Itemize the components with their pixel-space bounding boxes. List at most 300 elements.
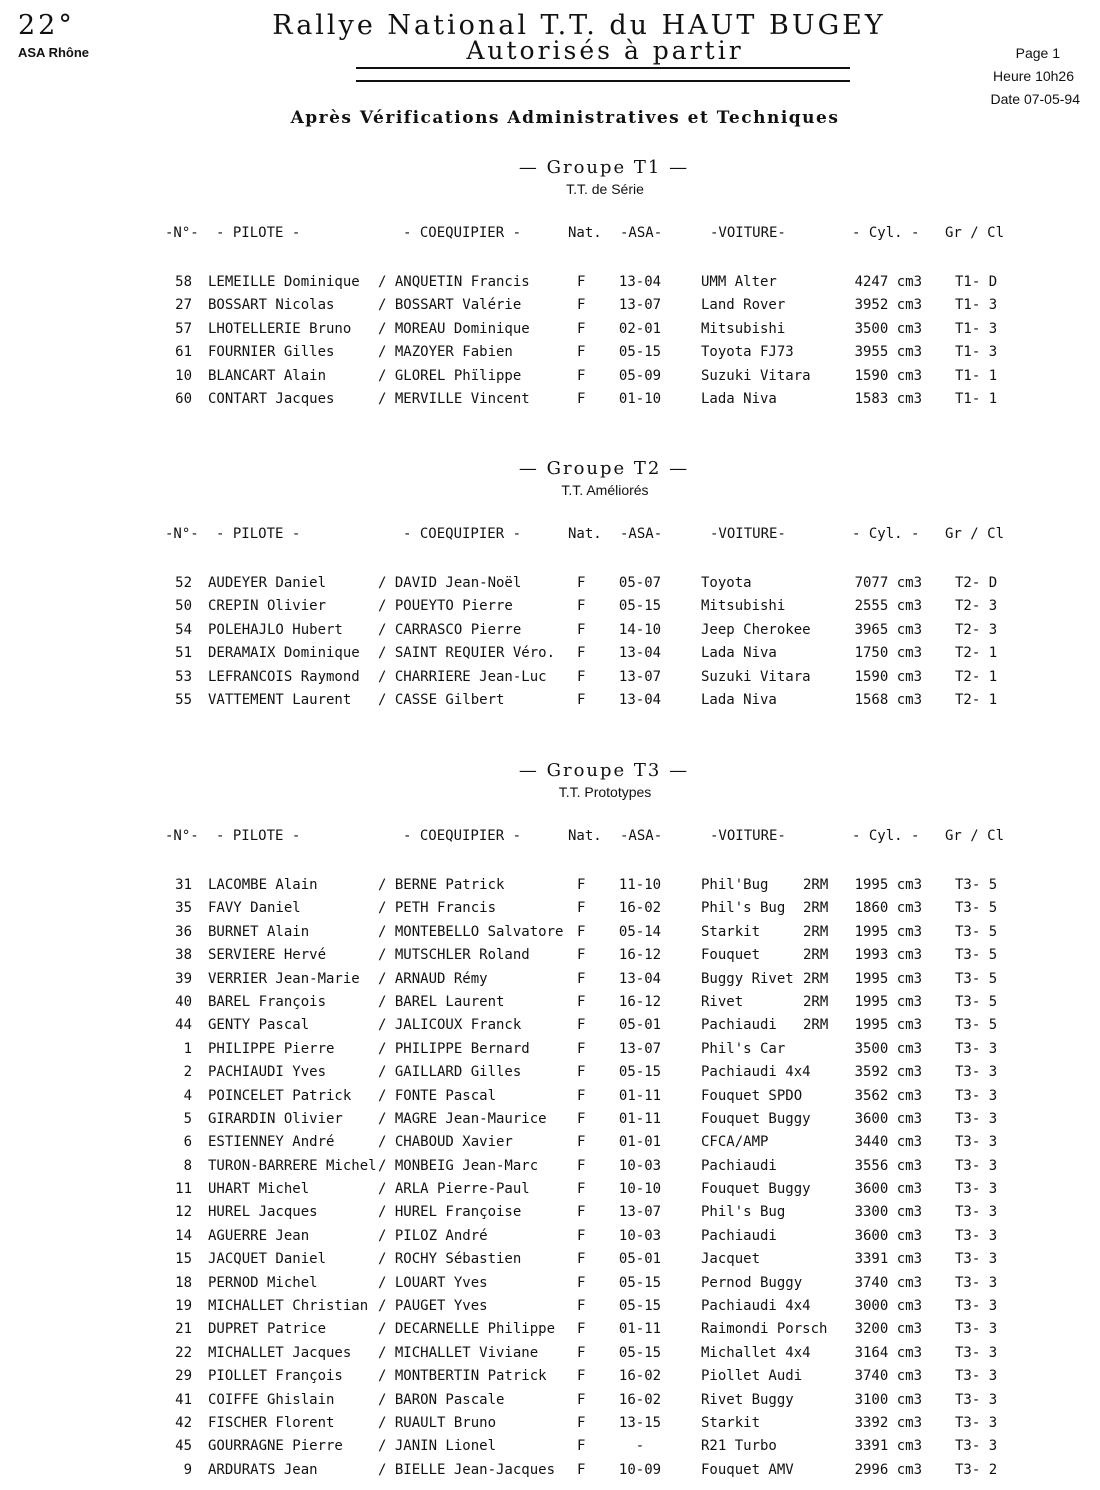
entry-number: 39 <box>175 970 192 987</box>
asa-code: 10-03 <box>618 1227 662 1244</box>
pilot-name: ESTIENNEY André <box>208 1134 335 1151</box>
entry-number: 14 <box>175 1227 192 1244</box>
vehicle: Land Rover <box>701 297 786 314</box>
displacement: 1583 cm3 <box>854 390 922 407</box>
pilot-name: PIOLLET François <box>208 1368 343 1385</box>
table-row <box>0 1178 1100 1201</box>
drive-type: 2RM <box>803 970 829 987</box>
organizer-label: ASA Rhône <box>18 45 90 60</box>
entry-number: 10 <box>175 367 192 384</box>
table-row <box>0 1085 1100 1108</box>
nationality: F <box>577 1298 586 1315</box>
table-row <box>0 365 1100 388</box>
asa-code: 10-10 <box>618 1181 662 1198</box>
pilot-name: LEFRANCOIS Raymond <box>208 668 360 685</box>
nationality: F <box>577 274 586 290</box>
nationality: F <box>577 1368 586 1385</box>
group-class: T2- D <box>955 575 998 591</box>
displacement: 1993 cm3 <box>854 947 922 964</box>
codriver-name: / MOREAU Dominique <box>378 320 530 337</box>
col-vehicle-header: -VOITURE- <box>710 828 786 844</box>
codriver-name: / BAREL Laurent <box>378 993 505 1010</box>
entry-number: 57 <box>175 320 192 337</box>
nationality: F <box>577 900 586 917</box>
nationality: F <box>577 1134 586 1151</box>
entry-number: 2 <box>183 1064 192 1081</box>
col-codriver-header: - COEQUIPIER - <box>403 526 522 542</box>
codriver-name: / JALICOUX Franck <box>378 1017 522 1034</box>
table-row <box>0 1435 1100 1458</box>
vehicle: Lada Niva <box>701 691 777 708</box>
date-stamp: Date 07-05-94 <box>990 91 1080 107</box>
section-heading: Après Vérifications Administratives et Techniques <box>290 108 840 128</box>
codriver-name: / SAINT REQUIER Véro. <box>378 645 556 662</box>
group-class: T3- 3 <box>955 1321 998 1338</box>
table-row <box>0 1272 1100 1295</box>
displacement: 4247 cm3 <box>854 274 922 290</box>
vehicle: Fouquet <box>701 947 761 964</box>
vehicle: Mitsubishi <box>701 598 786 615</box>
table-row <box>0 1295 1100 1318</box>
displacement: 3500 cm3 <box>854 320 922 337</box>
vehicle: Michallet 4x4 <box>701 1344 811 1361</box>
nationality: F <box>577 390 586 407</box>
nationality: F <box>577 947 586 964</box>
entry-number: 53 <box>175 668 192 685</box>
asa-code: 05-15 <box>618 1064 662 1081</box>
table-row <box>0 1014 1100 1037</box>
codriver-name: / DAVID Jean-Noël <box>378 575 522 591</box>
nationality: F <box>577 1438 586 1455</box>
group-class: T3- 5 <box>955 947 998 964</box>
table-row <box>0 666 1100 689</box>
entry-number: 40 <box>175 993 192 1010</box>
group-class: T3- 3 <box>955 1391 998 1408</box>
asa-code: 13-07 <box>618 1040 662 1057</box>
pilot-name: DUPRET Patrice <box>208 1321 327 1338</box>
entry-number: 22 <box>175 1344 192 1361</box>
displacement: 3391 cm3 <box>854 1251 922 1268</box>
displacement: 3600 cm3 <box>854 1110 922 1127</box>
table-row <box>0 1108 1100 1131</box>
entry-number: 9 <box>183 1461 192 1478</box>
codriver-name: / RUAULT Bruno <box>378 1414 497 1431</box>
asa-code: 16-12 <box>618 947 662 964</box>
asa-code: 13-04 <box>618 645 662 662</box>
entry-number: 38 <box>175 947 192 964</box>
table-row <box>0 341 1100 364</box>
title-underline <box>356 67 850 82</box>
group-class: T3- 5 <box>955 923 998 940</box>
codriver-name: / PAUGET Yves <box>378 1298 488 1315</box>
drive-type: 2RM <box>803 1017 829 1034</box>
vehicle: Piollet Audi <box>701 1368 803 1385</box>
table-row <box>0 921 1100 944</box>
entry-number: 50 <box>175 598 192 615</box>
asa-code: - <box>635 1438 645 1455</box>
asa-code: 01-11 <box>618 1321 662 1338</box>
asa-code: 01-01 <box>618 1134 662 1151</box>
pilot-name: LHOTELLERIE Bruno <box>208 320 352 337</box>
col-pilot-header: - PILOTE - <box>216 526 301 542</box>
rally-title: Rallye National T.T. du HAUT BUGEY <box>272 10 886 41</box>
table-row <box>0 1459 1100 1482</box>
group-class: T3- 3 <box>955 1251 998 1268</box>
entry-number: 5 <box>183 1110 192 1127</box>
column-header-row <box>0 526 1100 548</box>
col-asa-header: -ASA- <box>620 526 663 542</box>
asa-code: 05-15 <box>618 1344 662 1361</box>
displacement: 1995 cm3 <box>854 923 922 940</box>
pilot-name: MICHALLET Jacques <box>208 1344 352 1361</box>
asa-code: 13-15 <box>618 1414 662 1431</box>
codriver-name: / POUEYTO Pierre <box>378 598 513 615</box>
asa-code: 02-01 <box>618 320 662 337</box>
group-class: T1- 3 <box>955 297 998 314</box>
pilot-name: PHILIPPE Pierre <box>208 1040 335 1057</box>
group-class: T3- 5 <box>955 970 998 987</box>
col-displacement-header: - Cyl. - <box>852 828 920 844</box>
nationality: F <box>577 1274 586 1291</box>
table-row <box>0 318 1100 341</box>
pilot-name: SERVIERE Hervé <box>208 947 327 964</box>
entry-number: 15 <box>175 1251 192 1268</box>
nationality: F <box>577 575 586 591</box>
nationality: F <box>577 970 586 987</box>
codriver-name: / CARRASCO Pierre <box>378 621 522 638</box>
col-nationality-header: Nat. <box>568 225 602 241</box>
codriver-name: / DECARNELLE Philippe <box>378 1321 556 1338</box>
displacement: 3391 cm3 <box>854 1438 922 1455</box>
table-row <box>0 1131 1100 1154</box>
vehicle: Mitsubishi <box>701 320 786 337</box>
codriver-name: / GLOREL Phïlippe <box>378 367 522 384</box>
pilot-name: FAVY Daniel <box>208 900 301 917</box>
nationality: F <box>577 1110 586 1127</box>
codriver-name: / MERVILLE Vincent <box>378 390 530 407</box>
pilot-name: POINCELET Patrick <box>208 1087 352 1104</box>
asa-code: 05-09 <box>618 367 662 384</box>
document-subtitle: Autorisés à partir <box>466 36 744 65</box>
displacement: 1590 cm3 <box>854 668 922 685</box>
group-class: T3- 3 <box>955 1414 998 1431</box>
edition-number: 22° <box>18 10 75 41</box>
displacement: 3500 cm3 <box>854 1040 922 1057</box>
entry-number: 4 <box>183 1087 192 1104</box>
displacement: 1995 cm3 <box>854 970 922 987</box>
vehicle: Pachiaudi <box>701 1227 777 1244</box>
asa-code: 13-07 <box>618 1204 662 1221</box>
asa-code: 01-11 <box>618 1110 662 1127</box>
codriver-name: / BARON Pascale <box>378 1391 505 1408</box>
nationality: F <box>577 1181 586 1198</box>
table-row <box>0 388 1100 411</box>
codriver-name: / MONBEIG Jean-Marc <box>378 1157 539 1174</box>
pilot-name: JACQUET Daniel <box>208 1251 327 1268</box>
displacement: 3200 cm3 <box>854 1321 922 1338</box>
vehicle: Suzuki Vitara <box>701 668 811 685</box>
nationality: F <box>577 297 586 314</box>
group-class: T1- 1 <box>955 367 998 384</box>
nationality: F <box>577 668 586 685</box>
nationality: F <box>577 1461 586 1478</box>
displacement: 3164 cm3 <box>854 1344 922 1361</box>
entry-number: 21 <box>175 1321 192 1338</box>
col-vehicle-header: -VOITURE- <box>710 526 786 542</box>
vehicle: Pachiaudi 4x4 <box>701 1064 811 1081</box>
codriver-name: / MONTEBELLO Salvatore <box>378 923 564 940</box>
document-meta <box>990 42 1080 111</box>
group-title: — Groupe T3 — <box>518 760 690 781</box>
displacement: 3000 cm3 <box>854 1298 922 1315</box>
codriver-name: / LOUART Yves <box>378 1274 488 1291</box>
entry-number: 44 <box>175 1017 192 1034</box>
page-number: Page 1 <box>1015 45 1060 61</box>
nationality: F <box>577 1414 586 1431</box>
displacement: 3600 cm3 <box>854 1227 922 1244</box>
table-row <box>0 1318 1100 1341</box>
nationality: F <box>577 1064 586 1081</box>
codriver-name: / ARLA Pierre-Paul <box>378 1181 530 1198</box>
nationality: F <box>577 1017 586 1034</box>
group-subtitle: T.T. de Série <box>566 181 644 197</box>
codriver-name: / JANIN Lionel <box>378 1438 497 1455</box>
entry-number: 11 <box>175 1181 192 1198</box>
group-class: T2- 3 <box>955 621 998 638</box>
group-title: — Groupe T2 — <box>518 458 690 479</box>
entry-number: 42 <box>175 1414 192 1431</box>
group-class: T3- 3 <box>955 1227 998 1244</box>
pilot-name: GOURRAGNE Pierre <box>208 1438 343 1455</box>
displacement: 2555 cm3 <box>854 598 922 615</box>
group-class: T3- 5 <box>955 993 998 1010</box>
displacement: 1995 cm3 <box>854 1017 922 1034</box>
col-asa-header: -ASA- <box>620 828 663 844</box>
table-row <box>0 1389 1100 1412</box>
table-row <box>0 1201 1100 1224</box>
group-subtitle: T.T. Prototypes <box>558 784 652 800</box>
group-class: T3- 3 <box>955 1064 998 1081</box>
table-row <box>0 1225 1100 1248</box>
codriver-name: / BERNE Patrick <box>378 877 505 893</box>
col-number-header: -N°- <box>165 828 199 844</box>
pilot-name: CONTART Jacques <box>208 390 335 407</box>
entry-number: 36 <box>175 923 192 940</box>
codriver-name: / PILOZ André <box>378 1227 488 1244</box>
group-class: T3- 5 <box>955 877 998 893</box>
nationality: F <box>577 1204 586 1221</box>
pilot-name: AUDEYER Daniel <box>208 575 327 591</box>
group-class: T3- 3 <box>955 1040 998 1057</box>
nationality: F <box>577 993 586 1010</box>
displacement: 1995 cm3 <box>854 993 922 1010</box>
vehicle: Phil's Bug <box>701 1204 786 1221</box>
entry-number: 41 <box>175 1391 192 1408</box>
table-row <box>0 944 1100 967</box>
asa-code: 10-09 <box>618 1461 662 1478</box>
codriver-name: / MONTBERTIN Patrick <box>378 1368 547 1385</box>
asa-code: 11-10 <box>618 877 662 893</box>
col-codriver-header: - COEQUIPIER - <box>403 828 522 844</box>
vehicle: Pernod Buggy <box>701 1274 803 1291</box>
vehicle: Fouquet Buggy <box>701 1181 811 1198</box>
group-class: T3- 3 <box>955 1087 998 1104</box>
codriver-name: / MICHALLET Viviane <box>378 1344 539 1361</box>
asa-code: 16-02 <box>618 900 662 917</box>
vehicle: Jacquet <box>701 1251 761 1268</box>
table-row <box>0 595 1100 618</box>
col-nationality-header: Nat. <box>568 526 602 542</box>
entry-number: 1 <box>183 1040 192 1057</box>
col-vehicle-header: -VOITURE- <box>710 225 786 241</box>
pilot-name: FOURNIER Gilles <box>208 344 335 361</box>
nationality: F <box>577 1321 586 1338</box>
entry-number: 8 <box>183 1157 192 1174</box>
nationality: F <box>577 691 586 708</box>
pilot-name: PERNOD Michel <box>208 1274 318 1291</box>
col-displacement-header: - Cyl. - <box>852 225 920 241</box>
entries-table <box>0 572 1100 712</box>
codriver-name: / GAILLARD Gilles <box>378 1064 522 1081</box>
displacement: 2996 cm3 <box>854 1461 922 1478</box>
group-subtitle: T.T. Améliorés <box>561 482 649 498</box>
entry-number: 45 <box>175 1438 192 1455</box>
pilot-name: FISCHER Florent <box>208 1414 335 1431</box>
nationality: F <box>577 621 586 638</box>
nationality: F <box>577 1227 586 1244</box>
group-class: T3- 3 <box>955 1298 998 1315</box>
asa-code: 05-07 <box>618 575 662 591</box>
codriver-name: / CHARRIERE Jean-Luc <box>378 668 547 685</box>
drive-type: 2RM <box>803 900 829 917</box>
vehicle: Toyota <box>701 575 752 591</box>
displacement: 3392 cm3 <box>854 1414 922 1431</box>
asa-code: 05-14 <box>618 923 662 940</box>
pilot-name: BURNET Alain <box>208 923 310 940</box>
pilot-name: BAREL François <box>208 993 327 1010</box>
pilot-name: POLEHAJLO Hubert <box>208 621 343 638</box>
pilot-name: VERRIER Jean-Marie <box>208 970 360 987</box>
displacement: 1860 cm3 <box>854 900 922 917</box>
asa-code: 16-02 <box>618 1391 662 1408</box>
nationality: F <box>577 1040 586 1057</box>
group-class: T3- 5 <box>955 900 998 917</box>
displacement: 3556 cm3 <box>854 1157 922 1174</box>
asa-code: 13-04 <box>618 691 662 708</box>
table-row <box>0 1038 1100 1061</box>
group-class: T2- 3 <box>955 598 998 615</box>
nationality: F <box>577 598 586 615</box>
asa-code: 16-02 <box>618 1368 662 1385</box>
pilot-name: HUREL Jacques <box>208 1204 318 1221</box>
displacement: 1995 cm3 <box>854 877 922 893</box>
asa-code: 10-03 <box>618 1157 662 1174</box>
vehicle: CFCA/AMP <box>701 1134 769 1151</box>
codriver-name: / FONTE Pascal <box>378 1087 497 1104</box>
drive-type: 2RM <box>803 993 829 1010</box>
col-class-header: Gr / Cl <box>945 225 1005 241</box>
column-header-row <box>0 225 1100 247</box>
entry-number: 58 <box>175 274 192 290</box>
col-nationality-header: Nat. <box>568 828 602 844</box>
codriver-name: / PETH Francis <box>378 900 497 917</box>
group-class: T3- 3 <box>955 1438 998 1455</box>
table-row <box>0 1365 1100 1388</box>
codriver-name: / BIELLE Jean-Jacques <box>378 1461 556 1478</box>
codriver-name: / MAZOYER Fabien <box>378 344 513 361</box>
entry-number: 54 <box>175 621 192 638</box>
asa-code: 05-15 <box>618 1274 662 1291</box>
column-header-row <box>0 828 1100 850</box>
asa-code: 14-10 <box>618 621 662 638</box>
vehicle: Buggy Rivet <box>701 970 794 987</box>
displacement: 7077 cm3 <box>854 575 922 591</box>
displacement: 3740 cm3 <box>854 1274 922 1291</box>
entries-table <box>0 271 1100 411</box>
vehicle: Rivet <box>701 993 744 1010</box>
pilot-name: MICHALLET Christian <box>208 1298 369 1315</box>
pilot-name: GENTY Pascal <box>208 1017 310 1034</box>
asa-code: 13-07 <box>618 668 662 685</box>
table-row <box>0 572 1100 595</box>
entry-number: 51 <box>175 645 192 662</box>
entry-number: 52 <box>175 575 192 591</box>
pilot-name: DERAMAIX Dominique <box>208 645 360 662</box>
displacement: 3440 cm3 <box>854 1134 922 1151</box>
col-number-header: -N°- <box>165 526 199 542</box>
time-stamp: Heure 10h26 <box>993 68 1074 84</box>
col-pilot-header: - PILOTE - <box>216 828 301 844</box>
vehicle: Jeep Cherokee <box>701 621 811 638</box>
table-row <box>0 271 1100 294</box>
displacement: 3562 cm3 <box>854 1087 922 1104</box>
entry-number: 61 <box>175 344 192 361</box>
displacement: 3300 cm3 <box>854 1204 922 1221</box>
asa-code: 16-12 <box>618 993 662 1010</box>
codriver-name: / ROCHY Sébastien <box>378 1251 522 1268</box>
vehicle: Fouquet SPDO <box>701 1087 803 1104</box>
group-class: T3- 2 <box>955 1461 998 1478</box>
group-class: T2- 1 <box>955 668 998 685</box>
entry-number: 60 <box>175 390 192 407</box>
nationality: F <box>577 320 586 337</box>
group-class: T2- 1 <box>955 691 998 708</box>
displacement: 3592 cm3 <box>854 1064 922 1081</box>
table-row <box>0 689 1100 712</box>
displacement: 3600 cm3 <box>854 1181 922 1198</box>
asa-code: 05-15 <box>618 598 662 615</box>
drive-type: 2RM <box>803 947 829 964</box>
displacement: 3740 cm3 <box>854 1368 922 1385</box>
table-row <box>0 1342 1100 1365</box>
vehicle: Fouquet AMV <box>701 1461 794 1478</box>
group-class: T3- 3 <box>955 1274 998 1291</box>
pilot-name: VATTEMENT Laurent <box>208 691 352 708</box>
table-row <box>0 1061 1100 1084</box>
codriver-name: / HUREL Françoise <box>378 1204 522 1221</box>
vehicle: Suzuki Vitara <box>701 367 811 384</box>
col-class-header: Gr / Cl <box>945 526 1005 542</box>
table-row <box>0 294 1100 317</box>
vehicle: UMM Alter <box>701 274 777 290</box>
nationality: F <box>577 923 586 940</box>
vehicle: R21 Turbo <box>701 1438 777 1455</box>
col-number-header: -N°- <box>165 225 199 241</box>
pilot-name: LACOMBE Alain <box>208 877 318 893</box>
asa-code: 13-04 <box>618 274 662 290</box>
table-row <box>0 1155 1100 1178</box>
displacement: 3100 cm3 <box>854 1391 922 1408</box>
